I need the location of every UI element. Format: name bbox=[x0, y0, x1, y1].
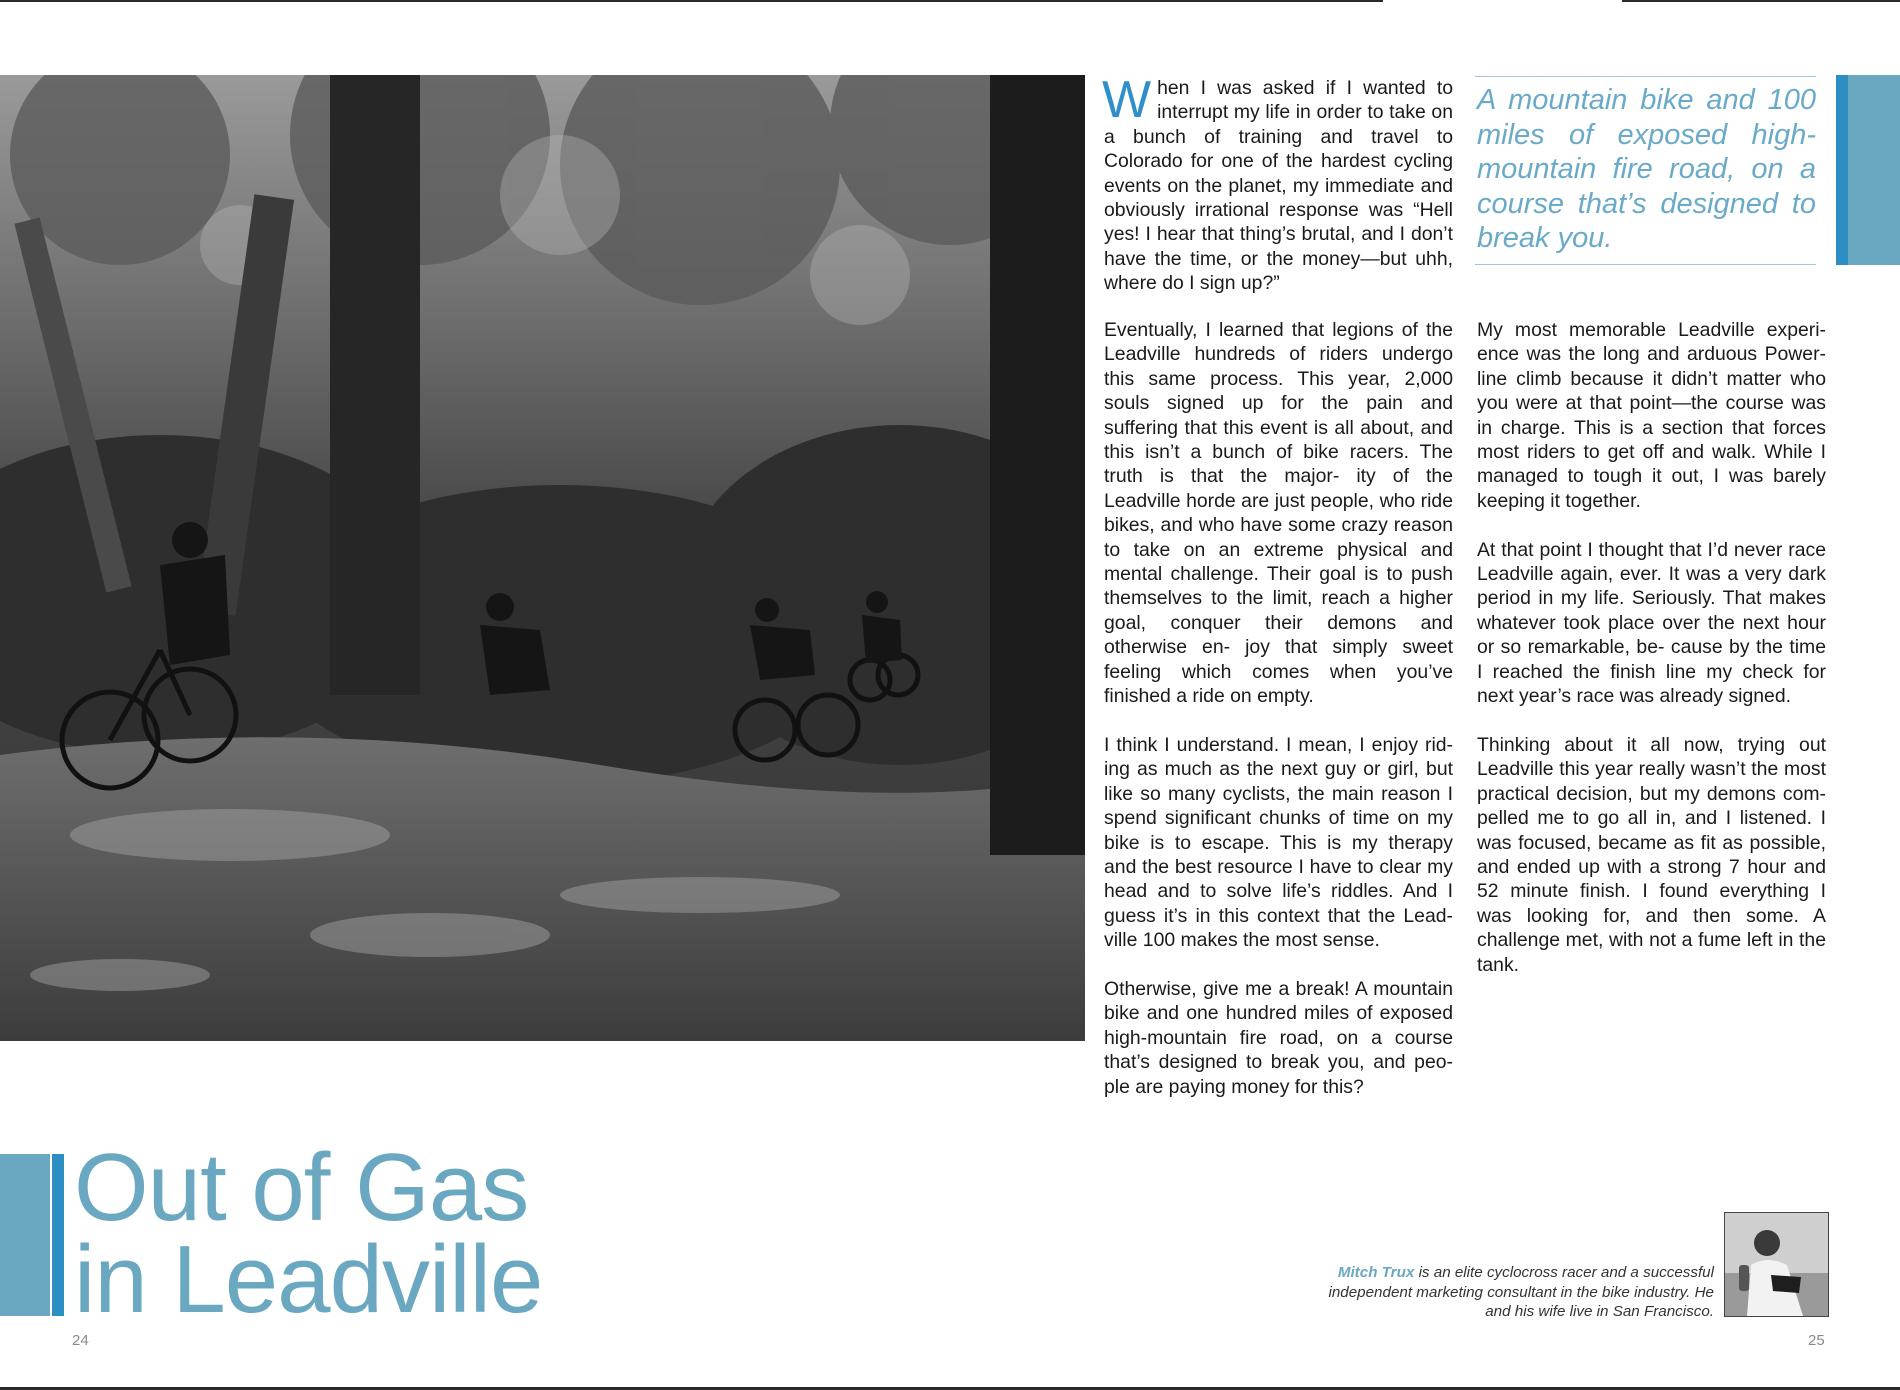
col2-paragraph-1: My most memorable Leadville experi- ence was the long and arduous Power- line climb because it didn’t matter who you were at that point—the course was in charge. This is a section that forces most riders to get off and walk. While I managed to tough it out, I was barely keeping it together. bbox=[1477, 319, 1826, 512]
body-column-1 bbox=[1104, 318, 1453, 1123]
drop-cap: W bbox=[1102, 71, 1152, 129]
pull-quote-accent-block bbox=[1848, 75, 1900, 265]
pull-quote-text: A mountain bike and 100 miles of exposed high-mountain fire road, on a course that’s designed to break you. bbox=[1477, 84, 1816, 254]
title-line-1: Out of Gas bbox=[74, 1134, 529, 1241]
hero-photo-mountain-bikers bbox=[0, 75, 1085, 1041]
author-bio bbox=[1300, 1263, 1714, 1322]
page-number-left: 24 bbox=[72, 1332, 89, 1349]
author-photo bbox=[1724, 1212, 1829, 1317]
pull-quote-accent-bar bbox=[1836, 75, 1848, 265]
top-rule-right bbox=[1622, 0, 1900, 2]
body-column-2 bbox=[1477, 318, 1826, 1001]
col2-paragraph-3: Thinking about it all now, trying out Leadville this year really wasn’t the most practical decision, but my demons com- pelled me to go all in, and I listened. I was focused, became as fit as possible, and ended up with a strong 7 hour and 52 minute finish. I found everything I was looking for, and then some. A challenge met, with not a fume left in the tank. bbox=[1477, 733, 1826, 976]
top-rule-left bbox=[0, 0, 1383, 2]
col1-paragraph-3: Otherwise, give me a break! A mountain bike and one hundred miles of exposed high-mountain fire road, on a course that’s designed to break you, and peo- ple are paying money for this? bbox=[1104, 977, 1453, 1098]
article-title bbox=[74, 1134, 543, 1333]
author-name: Mitch Trux bbox=[1337, 1264, 1415, 1281]
pull-quote bbox=[1475, 76, 1816, 265]
title-line-2: in Leadville bbox=[74, 1226, 543, 1333]
title-accent-block bbox=[0, 1154, 50, 1316]
col1-paragraph-2: I think I understand. I mean, I enjoy rid- ing as much as the next guy or girl, but like so many cyclists, the main reason I spend significant chunks of time on my bike is to escape. This is my therapy and the best resource I have to clear my head and to solve life’s riddles. And I guess it’s in this context that the Lead- ville 100 makes the most sense. bbox=[1104, 733, 1453, 952]
col2-paragraph-2: At that point I thought that I’d never race Leadville again, ever. It was a very dark period in my life. Seriously. That makes whatever took place over the next hour or so remarkable, be- cause by the time I reached the finish line my check for next year’s race was already signed. bbox=[1477, 538, 1826, 708]
author-bio-text: is an elite cyclocross racer and a successful independent marketing consultant in the bike industry. He and his wife live in San Francisco. bbox=[1328, 1264, 1714, 1320]
title-accent-bar bbox=[52, 1154, 64, 1316]
intro-text: hen I was asked if I wanted to interrupt my life in order to take on a bunch of training and travel to Colorado for one of the hardest cycling events on the planet, my immediate and obviously irrational response was “Hell yes! I hear that thing’s brutal, and I don’t have the time, or the money—but uhh, where do I sign up?” bbox=[1104, 77, 1453, 295]
intro-paragraph bbox=[1102, 71, 1453, 296]
col1-paragraph-1: Eventually, I learned that legions of the Leadville hundreds of riders undergo this same process. This year, 2,000 souls signed up for the pain and suffering that this event is all about, and this isn’t a bunch of bike racers. The truth is that the major- ity of the Leadville horde are just people, who ride bikes, and who have some crazy reason to take on an extreme physical and mental challenge. Their goal is to push themselves to the limit, reach a higher goal, conquer their demons and otherwise en- joy that simply sweet feeling which comes when you’ve finished a ride on empty. bbox=[1104, 319, 1453, 708]
page-number-right: 25 bbox=[1808, 1332, 1825, 1349]
